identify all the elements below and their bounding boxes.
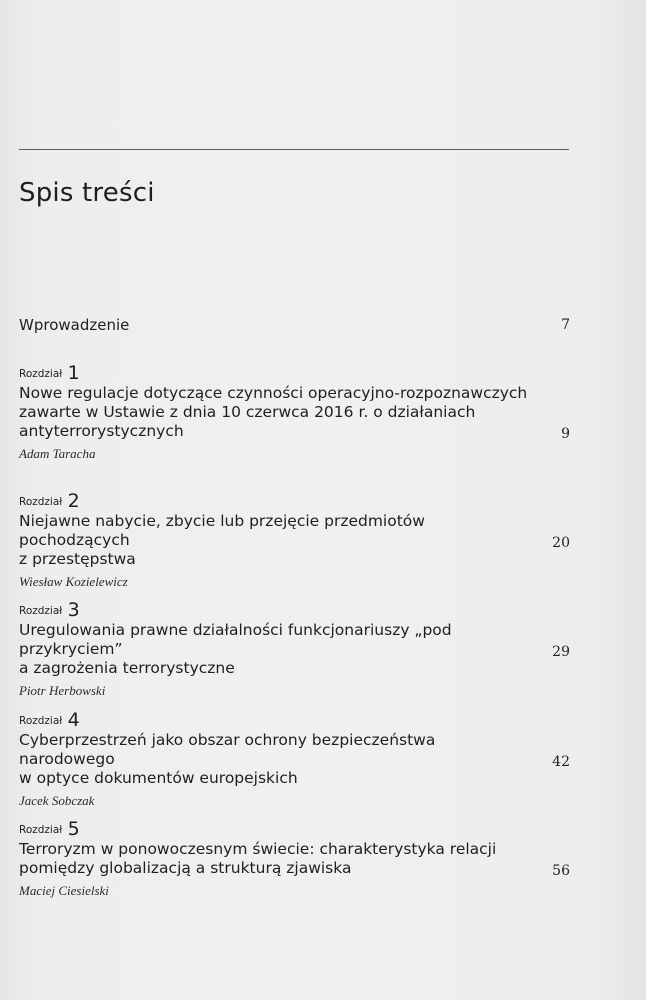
chapter-label-text: Rozdział [19, 715, 63, 727]
chapter-label [19, 490, 570, 512]
chapter-number: 2 [67, 490, 80, 512]
toc-entry-introduction[interactable] [19, 315, 570, 335]
chapter-page: 42 [552, 754, 570, 770]
chapter-title: Uregulowania prawne działalności funkcjonariuszy „pod przykryciem” a zagrożenia terrorystyczne [19, 621, 452, 677]
chapter-author: Wiesław Kozielewicz [19, 574, 128, 589]
chapter-page: 29 [552, 644, 570, 660]
toc-chapter-3[interactable] [19, 599, 570, 700]
chapter-label [19, 709, 570, 731]
chapter-number: 4 [67, 709, 80, 731]
chapter-number: 5 [67, 818, 80, 840]
chapter-page: 56 [552, 863, 570, 879]
toc-chapter-2[interactable] [19, 490, 570, 591]
chapter-title: Nowe regulacje dotyczące czynności operacyjno-rozpoznawczych zawarte w Ustawie z dnia 10 czerwca 2016 r. o działaniach antyterrorystycznych [19, 384, 528, 440]
chapter-author: Piotr Herbowski [19, 683, 106, 698]
toc-entry-label: Wprowadzenie [19, 316, 130, 334]
chapter-label [19, 818, 570, 840]
chapter-label-text: Rozdział [19, 496, 63, 508]
page-title: Spis treści [19, 178, 155, 209]
chapter-number: 3 [67, 599, 80, 621]
toc-chapter-1[interactable] [19, 362, 570, 463]
chapter-title: Terroryzm w ponowoczesnym świecie: charakterystyka relacji pomiędzy globalizacją a strukturą zjawiska [19, 840, 497, 877]
chapter-page: 20 [552, 535, 570, 551]
chapter-author: Maciej Ciesielski [19, 883, 109, 898]
chapter-label [19, 599, 570, 621]
header-rule [19, 149, 569, 150]
chapter-label-text: Rozdział [19, 605, 63, 617]
toc-entry-page: 7 [561, 317, 570, 333]
toc-chapter-5[interactable] [19, 818, 570, 900]
chapter-number: 1 [67, 362, 80, 384]
chapter-page: 9 [561, 426, 570, 442]
chapter-label-text: Rozdział [19, 824, 63, 836]
chapter-title: Cyberprzestrzeń jako obszar ochrony bezpieczeństwa narodowego w optyce dokumentów europejskich [19, 731, 436, 787]
toc-chapter-4[interactable] [19, 709, 570, 810]
chapter-label-text: Rozdział [19, 368, 63, 380]
chapter-label [19, 362, 570, 384]
chapter-author: Adam Taracha [19, 446, 96, 461]
chapter-author: Jacek Sobczak [19, 793, 95, 808]
chapter-title: Niejawne nabycie, zbycie lub przejęcie przedmiotów pochodzących z przestępstwa [19, 512, 425, 568]
